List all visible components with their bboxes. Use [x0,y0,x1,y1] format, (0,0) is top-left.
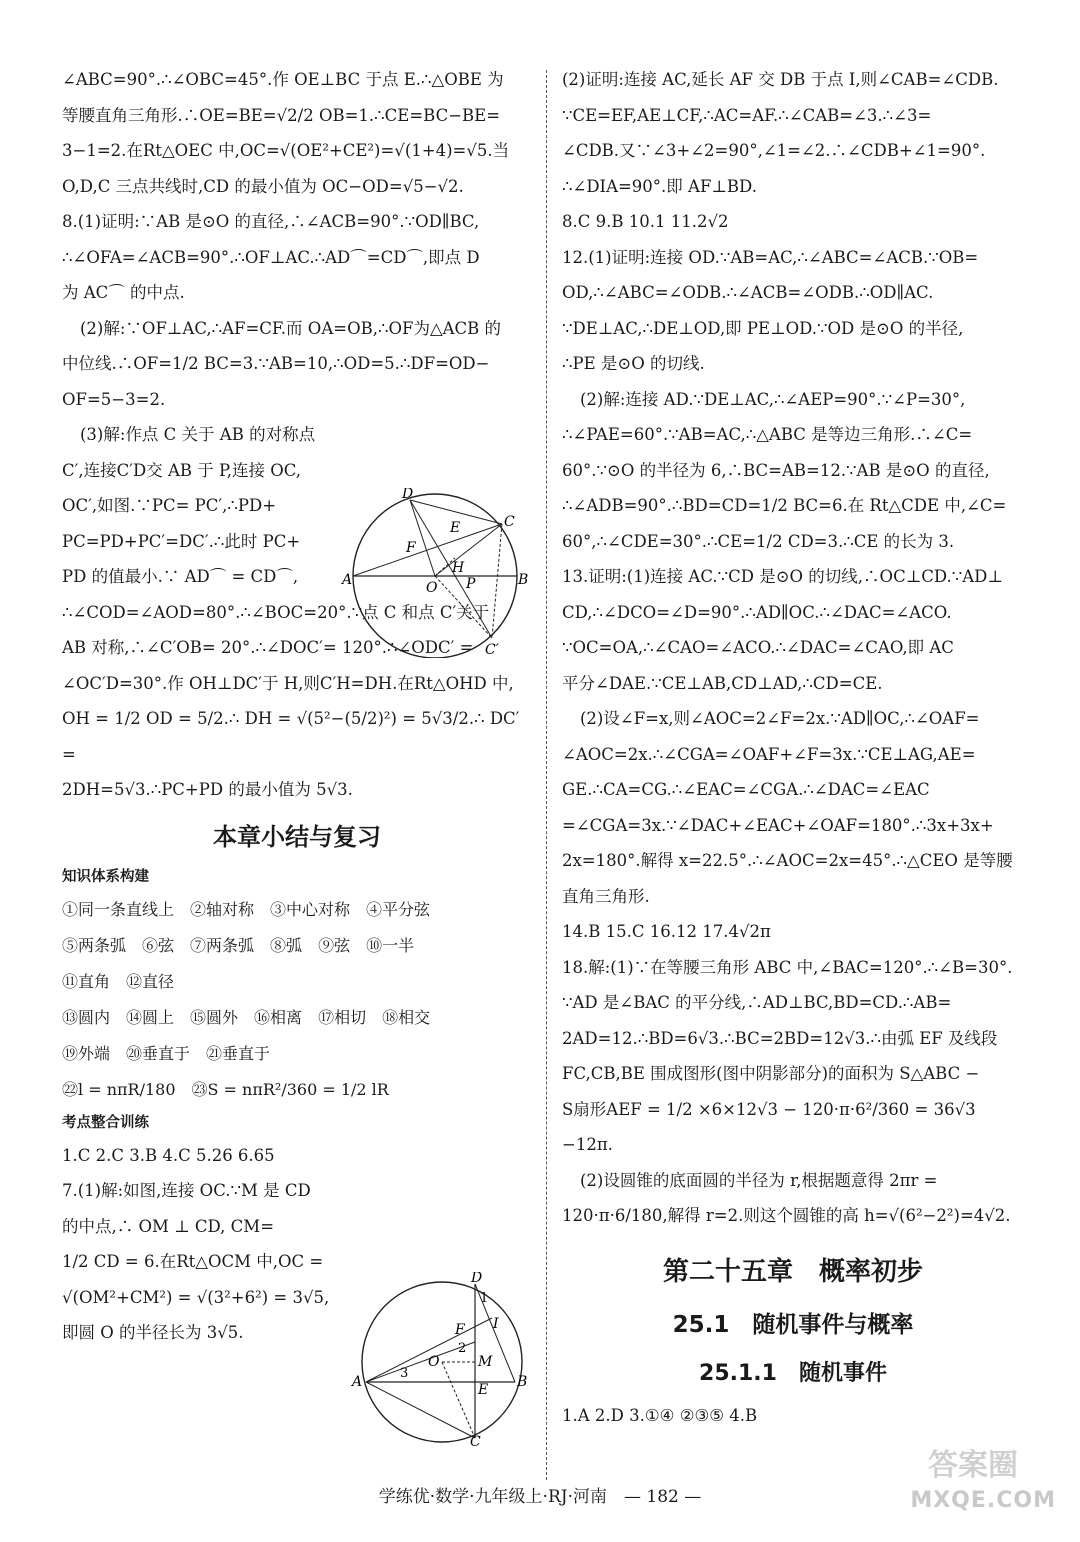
label-m: M [478,1354,493,1370]
label-o: O [426,580,438,596]
text-line: AB 对称,∴∠C′OB= 20°.∴∠DOC′= 120°.∴∠ODC′ = [62,638,474,657]
text-line: ∠AOC=2x.∴∠CGA=∠OAF+∠F=3x.∵CE⊥AG,AE= [562,744,976,764]
knowledge-item: ③中心对称 [270,899,351,919]
text-line: 2x=180°.解得 x=22.5°.∴∠AOC=2x=45°.∴△CEO 是等腰 [562,851,1013,870]
text-line: 13.证明:(1)连接 AC.∵CD 是⊙O 的切线,∴OC⊥CD.∵AD⊥ [562,567,1003,586]
text-line: ∠OC′D=30°.作 OH⊥DC′于 H,则C′H=DH.在Rt△OHD 中, [62,673,514,693]
label-a: A [352,1374,363,1390]
knowledge-item: ⑦两条弧 [190,935,255,955]
dashed-segment [435,576,492,638]
text-line: CD,∴∠DCO=∠D=90°.∴AD∥OC.∴∠DAC=∠ACO. [562,602,952,622]
knowledge-item: ④平分弦 [366,899,431,919]
label-f: F [406,540,416,556]
geometry-figure-2 [350,1272,530,1447]
text-line: (2)设圆锥的底面圆的半径为 r,根据题意得 2πr = [580,1170,938,1190]
text-line: 60°.∵⊙O 的半径为 6,∴BC=AB=12.∵AB 是⊙O 的直径, [562,460,990,480]
label-1: 1 [480,1291,489,1306]
text-line: ∵AD 是∠BAC 的平分线,∴AD⊥BC,BD=CD.∴AB= [562,993,952,1012]
text-line: ∴∠OFA=∠ACB=90°.∴OF⊥AC.∴AD⌒=CD⌒,即点 D [62,247,480,267]
knowledge-row [62,1072,532,1108]
label-b: B [518,572,529,588]
knowledge-heading: 知识体系构建 [62,868,149,885]
text-line: 为 AC⌒ 的中点. [62,283,185,302]
watermark-url: MXQE.COM [910,1488,1056,1513]
knowledge-item: ⑳垂直于 [126,1043,191,1063]
answers-line: 14.B 15.C 16.12 17.4√2π [562,922,771,941]
question-7 [62,1173,352,1351]
label-a: A [342,572,353,588]
knowledge-item: ①同一条直线上 [62,899,175,919]
knowledge-item: ②轴对称 [190,899,255,919]
text-line: ∴∠PAE=60°.∵AB=AC,∴△ABC 是等边三角形.∴∠C= [562,425,973,444]
label-c: C [504,514,515,530]
text-line: PC=PD+PC′=DC′.∴此时 PC+ [62,531,301,551]
knowledge-item: ⑨弦 [318,935,351,955]
knowledge-item: ⑤两条弧 [62,935,127,955]
text-line: ∴∠ADB=90°.∴BD=CD=1/2 BC=6.在 Rt△CDE 中,∠C= [562,496,1007,515]
page-footer: 学练优·数学·九年级上·RJ·河南 — 182 — [378,1487,702,1507]
knowledge-item: ⑱相交 [382,1007,431,1027]
training-heading: 考点整合训练 [62,1114,149,1131]
knowledge-item: ⑫直径 [126,971,175,991]
text-line: 中位线.∴OF=1/2 BC=3.∵AB=10,∴OD=5.∴DF=OD− [62,354,490,373]
text-line: 平分∠DAE.∵CE⊥AB,CD⊥AD,∴CD=CE. [562,673,883,693]
knowledge-item: ⑪直角 [62,971,111,991]
knowledge-row [62,1000,532,1036]
label-d: D [402,488,414,502]
text-line: 的中点,∴ OM ⊥ CD, CM= [62,1216,275,1236]
label-o: O [428,1354,440,1370]
knowledge-item: ⑧弧 [270,935,303,955]
text-line: O,D,C 三点共线时,CD 的最小值为 OC−OD=√5−√2. [62,176,464,196]
text-line: ∠ABC=90°.∴∠OBC=45°.作 OE⊥BC 于点 E.∴△OBE 为 [62,70,504,89]
label-2: 2 [458,1341,467,1356]
text-line: ∴∠COD=∠AOD=80°.∴∠BOC=20°.∵点 C 和点 C′关于 [62,602,490,622]
watermark-logo: 答案圈 [928,1448,1018,1483]
text-line: 60°,∴∠CDE=30°.∴CE=1/2 CD=3.∴CE 的长为 3. [562,531,955,551]
text-line: PD 的值最小.∵ AD⌒ = CD⌒, [62,567,299,586]
knowledge-item: ⑭圆上 [126,1007,175,1027]
text-line: (2)证明:连接 AC,延长 AF 交 DB 于点 I,则∠CAB=∠CDB. [562,70,999,89]
label-b: B [517,1374,528,1390]
text-line: OD,∴∠ABC=∠ODB.∴∠ACB=∠ODB.∴OD∥AC. [562,283,934,302]
label-c-prime: C′ [485,642,499,658]
knowledge-item: ⑩一半 [366,935,415,955]
wrap-text [62,417,327,595]
knowledge-row [62,964,532,1000]
label-f: F [455,1322,465,1338]
text-line: 18.解:(1)∵在等腰三角形 ABC 中,∠BAC=120°.∴∠B=30°. [562,957,1013,977]
text-line: 12.(1)证明:连接 OD.∵AB=AC,∴∠ABC=∠ACB.∵OB= [562,247,979,267]
text-line: S扇形AEF = 1/2 ×6×12√3 − 120·π·6²/360 = 36√3 −12π. [562,1099,976,1154]
text-line: (2)设∠F=x,则∠AOC=2∠F=2x.∵AD∥OC,∴∠OAF= [580,709,980,728]
text-line: 2AD=12.∴BD=6√3.∴BC=2BD=12√3.∴由弧 EF 及线段 [562,1028,998,1048]
text-line: 直角三角形. [562,886,650,906]
text-line: C′,连接C′D交 AB 于 P,连接 OC, [62,460,302,480]
label-e: E [478,1382,489,1398]
text-line: OC′,如图.∵PC= PC′,∴PD+ [62,496,277,515]
label-p: P [466,576,476,592]
text-line: OH = 1/2 OD = 5/2.∴ DH = √(5²−(5/2)²) = 5√3/2.∴ DC′ = [62,709,520,764]
text-line: 2DH=5√3.∴PC+PD 的最小值为 5√3. [62,780,353,799]
text-line: =∠CGA=3x.∵∠DAC+∠EAC+∠OAF=180°.∴3x+3x+ [562,815,994,835]
knowledge-row [62,928,532,964]
left-column [62,62,532,1351]
chapter-title: 第二十五章 概率初步 [662,1256,923,1287]
training-answers: 1.C 2.C 3.B 4.C 5.26 6.65 [62,1145,275,1165]
segment [366,1318,492,1382]
label-i: I [493,1316,499,1332]
label-d: D [471,1272,483,1286]
knowledge-item: ㉓S = nπR²/360 = 1/2 lR [191,1079,389,1099]
text-line: 8.(1)证明:∵AB 是⊙O 的直径,∴∠ACB=90°.∵OD∥BC, [62,212,480,231]
knowledge-row [62,892,532,928]
text-line: FC,CB,BE 围成图形(图中阴影部分)的面积为 S△ABC − [562,1064,980,1083]
text-line: ∵OC=OA,∴∠CAO=∠ACO.∴∠DAC=∠CAO,即 AC [562,638,954,657]
text-line: GE.∴CA=CG.∴∠EAC=∠CGA.∴∠DAC=∠EAC [562,780,930,799]
knowledge-item: ⑬圆内 [62,1007,111,1027]
segment [353,524,502,576]
label-3: 3 [400,1366,409,1381]
text-line: (2)解:连接 AD.∵DE⊥AC,∴∠AEP=90°.∵∠P=30°, [580,389,966,409]
dashed-segment [442,1362,475,1438]
label-h: H [452,560,465,576]
text-line: √(OM²+CM²) = √(3²+6²) = 3√5, [62,1287,330,1307]
knowledge-item: ⑮圆外 [190,1007,239,1027]
knowledge-item: ㉑垂直于 [206,1043,271,1063]
text-line: OF=5−3=2. [62,389,166,409]
section-title: 本章小结与复习 [213,822,381,851]
text-line: ∠CDB.又∵∠3+∠2=90°,∠1=∠2.∴∠CDB+∠1=90°. [562,141,986,160]
label-e: E [450,520,461,536]
answers-line: 8.C 9.B 10.1 11.2√2 [562,212,729,231]
right-column [562,62,1024,1433]
text-line: ∴PE 是⊙O 的切线. [562,354,705,373]
text-line: 即圆 O 的半径长为 3√5. [62,1323,244,1342]
text-line: (2)解:∵OF⊥AC,∴AF=CF.而 OA=OB,∴OF为△ACB 的 [80,318,502,338]
knowledge-grid [62,892,532,1108]
dashed-segment [492,524,502,638]
text-line: ∵DE⊥AC,∴DE⊥OD,即 PE⊥OD.∵OD 是⊙O 的半径, [562,318,964,338]
segment [366,1382,475,1438]
segment [410,500,435,576]
text-line: 3−1=2.在Rt△OEC 中,OC=√(OE²+CE²)=√(1+4)=√5.当 [62,141,510,160]
para-continued [62,62,532,204]
knowledge-row [62,1036,532,1072]
text-line: (3)解:作点 C 关于 AB 的对称点 [80,425,316,444]
question-18 [562,950,1024,1234]
text-line: ∵CE=EF,AE⊥CF,∴AC=AF.∴∠CAB=∠3.∴∠3= [562,105,932,125]
geometry-figure-1 [340,488,530,658]
knowledge-item: ⑲外端 [62,1043,111,1063]
knowledge-item: ㉒l = nπR/180 [62,1079,176,1099]
knowledge-item: ⑰相切 [318,1007,367,1027]
text-line: ∴∠DIA=90°.即 AF⊥BD. [562,176,757,196]
answers-line: 1.A 2.D 3.①④ ②③⑤ 4.B [562,1405,758,1425]
text-line: 等腰直角三角形.∴OE=BE=√2/2 OB=1.∴CE=BC−BE= [62,105,501,125]
section-heading: 25.1 随机事件与概率 [672,1311,914,1338]
text-line: 120·π·6/180,解得 r=2.则这个圆锥的高 h=√(6²−2²)=4√2. [562,1206,1011,1225]
knowledge-item: ⑯相离 [254,1007,303,1027]
question-13 [562,559,1024,914]
knowledge-item: ⑥弦 [142,935,175,955]
text-line: 7.(1)解:如图,连接 OC.∵M 是 CD [62,1181,311,1200]
question-7-part-2 [562,62,1024,204]
column-divider [546,70,547,1480]
segment [435,524,502,576]
question-12 [562,240,1024,560]
text-line: 1/2 CD = 6.在Rt△OCM 中,OC = [62,1252,324,1271]
subsection-heading: 25.1.1 随机事件 [699,1360,887,1386]
label-c: C [470,1434,481,1447]
